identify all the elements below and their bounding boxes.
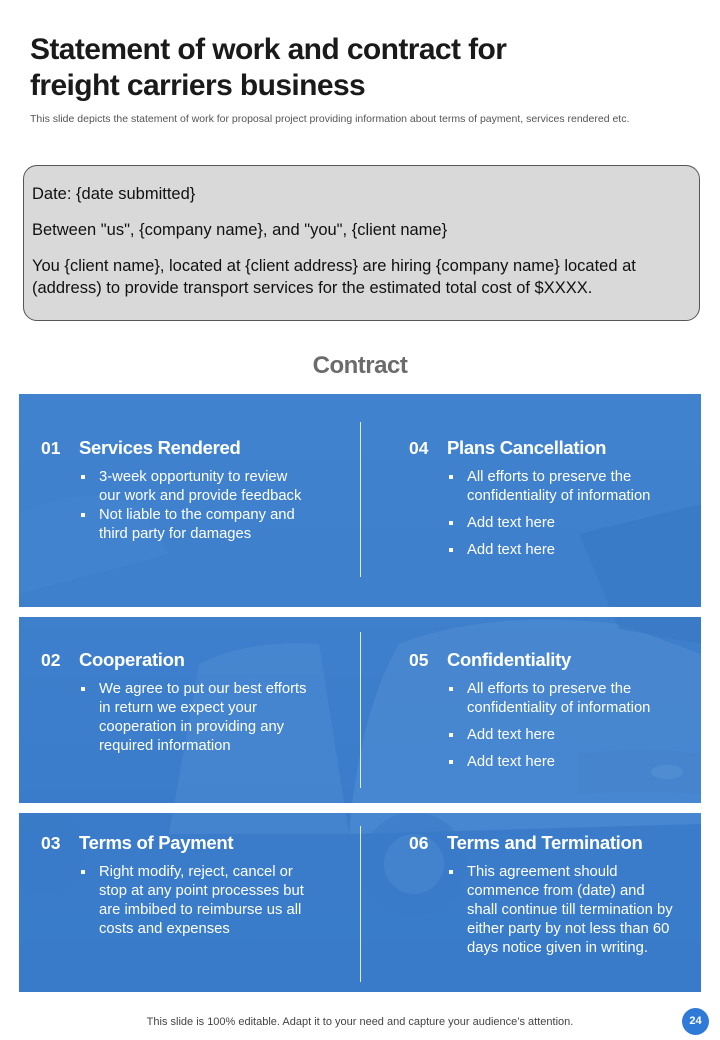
item-bullet: 3-week opportunity to review our work and provide feedback [79, 468, 309, 506]
parties-line: Between "us", {company name}, and "you", {client name} [32, 221, 448, 239]
footer-note: This slide is 100% editable. Adapt it to your need and capture your audience’s attention. [146, 1016, 574, 1028]
item-number: 03 [41, 833, 61, 853]
contract-item-plans-cancellation [409, 437, 677, 568]
contract-item-confidentiality [409, 649, 677, 780]
item-title: Cooperation [79, 649, 185, 670]
column-divider-1 [360, 422, 361, 577]
slide-title: Statement of work and contract for freight carriers business [30, 33, 507, 102]
item-title: Confidentiality [447, 649, 571, 670]
slide-subtitle: This slide depicts the statement of work for proposal project providing information about terms of payment, services rendered etc. [30, 113, 630, 125]
item-title: Terms of Payment [79, 832, 234, 853]
contract-item-services-rendered [41, 437, 309, 544]
item-bullet: This agreement should commence from (date) and shall continue till termination by either party by not less than 60 days notice given in writing. [447, 863, 677, 958]
contract-panels [19, 394, 701, 992]
item-bullet: Add text here [447, 514, 677, 533]
column-divider-3 [360, 826, 361, 982]
contract-item-terms-of-payment [41, 832, 309, 939]
item-bullet: Add text here [447, 753, 677, 772]
row-gap-2 [19, 803, 701, 813]
item-bullet: We agree to put our best efforts in return we expect your cooperation in providing any required information [79, 680, 309, 756]
item-bullet: Right modify, reject, cancel or stop at any point processes but are imbibed to reimburse us all costs and expenses [79, 863, 309, 939]
date-line: Date: {date submitted} [32, 185, 196, 203]
item-bullet: Add text here [447, 541, 677, 560]
item-number: 06 [409, 833, 429, 853]
statement-box [23, 165, 700, 321]
contract-item-terms-and-termination [409, 832, 677, 958]
item-bullet: All efforts to preserve the confidentiality of information [447, 468, 677, 506]
column-divider-2 [360, 632, 361, 788]
item-bullet: All efforts to preserve the confidentiality of information [447, 680, 677, 718]
page-number-badge: 24 [682, 1008, 709, 1035]
contract-heading: Contract [312, 352, 408, 379]
item-number: 02 [41, 650, 61, 670]
item-number: 04 [409, 438, 429, 458]
item-title: Services Rendered [79, 437, 241, 458]
item-number: 01 [41, 438, 61, 458]
row-gap-1 [19, 607, 701, 617]
item-title: Terms and Termination [447, 832, 643, 853]
hiring-line: You {client name}, located at {client address} are hiring {company name} located at (address) to provide transport services for the estimated total cost of $XXXX. [32, 257, 636, 297]
item-title: Plans Cancellation [447, 437, 607, 458]
contract-item-cooperation [41, 649, 309, 756]
item-number: 05 [409, 650, 429, 670]
item-bullet: Add text here [447, 726, 677, 745]
item-bullet: Not liable to the company and third party for damages [79, 506, 309, 544]
